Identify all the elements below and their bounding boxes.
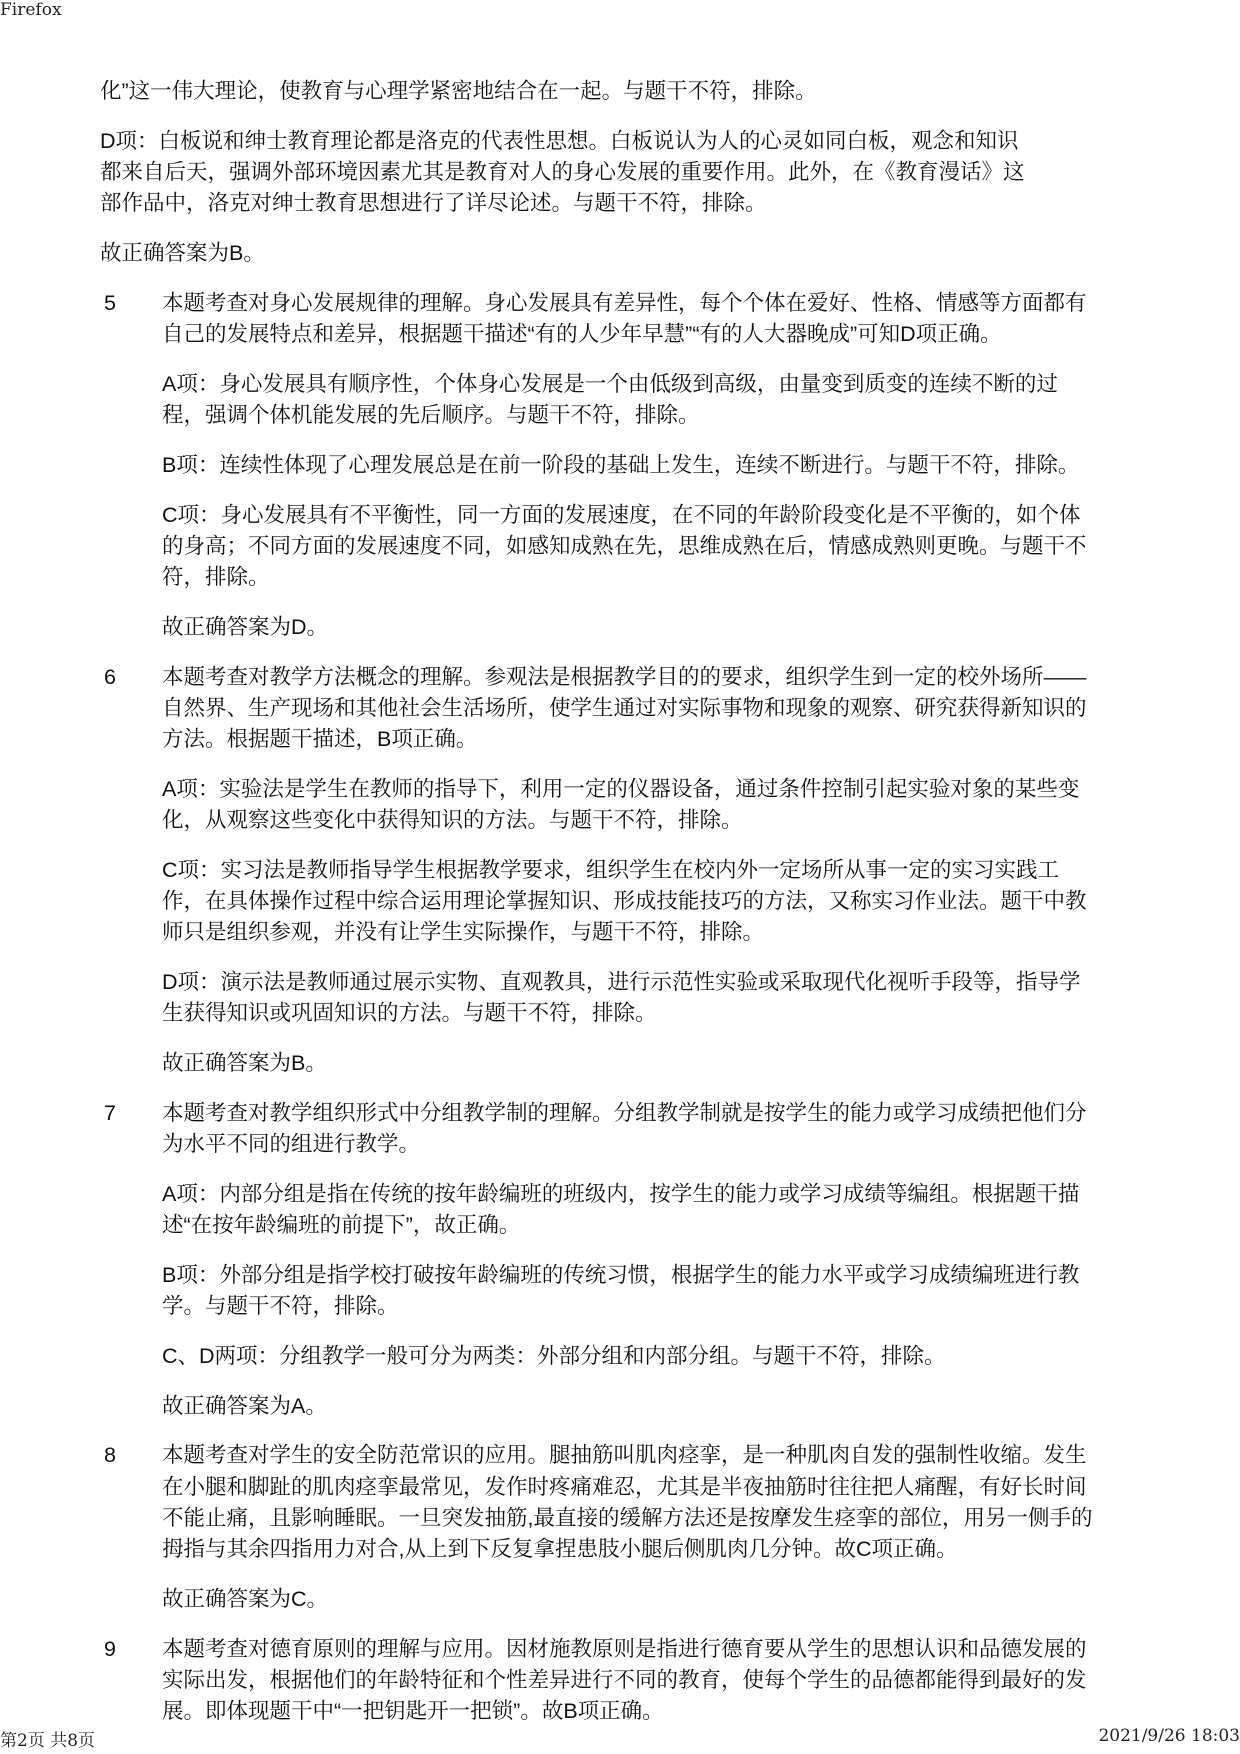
print-datetime: 2021/9/26 18:03 [1098, 1726, 1240, 1746]
explanation-paragraph: 本题考查对教学组织形式中分组教学制的理解。分组教学制就是按学生的能力或学习成绩把他们分 为水平不同的组进行教学。 [162, 1100, 1087, 1156]
browser-title: Firefox [0, 0, 62, 20]
question-explanation [100, 288, 1140, 643]
question-number: 8 [104, 1443, 116, 1468]
question-explanation [100, 662, 1140, 1080]
question-number: 5 [104, 290, 116, 315]
explanation-paragraph: B项：连续性体现了心理发展总是在前一阶段的基础上发生，连续不断进行。与题干不符，排除。 [162, 452, 1080, 477]
explanation-paragraph: 本题考查对教学方法概念的理解。参观法是根据教学目的的要求，组织学生到一定的校外场所—— 自然界、生产现场和其他社会生活场所，使学生通过对实际事物和现象的观察、研究获得新知识的 方法。根据题干描述，B项正确。 [162, 664, 1087, 751]
explanation-paragraph: A项：实验法是学生在教师的指导下，利用一定的仪器设备，通过条件控制引起实验对象的某些变 化，从观察这些变化中获得知识的方法。与题干不符，排除。 [162, 776, 1080, 832]
explanation-paragraph: C、D两项：分组教学一般可分为两类：外部分组和内部分组。与题干不符，排除。 [162, 1343, 946, 1368]
page-number: 第2页 共8页 [0, 1731, 96, 1751]
question-explanation [100, 1634, 1140, 1728]
answer-explanations [100, 76, 1140, 1746]
question-explanation [100, 1440, 1140, 1615]
intro-paragraph: D项：白板说和绅士教育理论都是洛克的代表性思想。白板说认为人的心灵如同白板，观念和知识 都来自后天，强调外部环境因素尤其是教育对人的身心发展的重要作用。此外，在《教育漫话》这 部作品中，洛克对绅士教育思想进行了详尽论述。与题干不符，排除。 [100, 128, 1025, 216]
question-number: 9 [104, 1636, 116, 1661]
explanation-paragraph: A项：身心发展具有顺序性，个体身心发展是一个由低级到高级，由量变到质变的连续不断的过 程，强调个体机能发展的先后顺序。与题干不符，排除。 [162, 371, 1058, 427]
question-number: 7 [104, 1100, 116, 1125]
explanation-paragraph: 故正确答案为B。 [162, 1051, 327, 1075]
explanation-paragraph: 本题考查对学生的安全防范常识的应用。腿抽筋叫肌肉痉挛，是一种肌肉自发的强制性收缩。发生 在小腿和脚趾的肌肉痉挛最常见，发作时疼痛难忍，尤其是半夜抽筋时往往把人痛醒，有好长时间 不能止痛，且影响睡眠。一旦突发抽筋,最直接的缓解方法还是按摩发生痉挛的部位，用另一侧手的 拇指与其余四指用力对合,从上到下反复拿捏患肢小腿后侧肌肉几分钟。故C项正确。 [162, 1443, 1093, 1561]
question-number: 6 [104, 664, 116, 689]
explanation-paragraph: 本题考查对身心发展规律的理解。身心发展具有差异性，每个个体在爱好、性格、情感等方面都有 自己的发展特点和差异，根据题干描述“有的人少年早慧”“有的人大器晚成”可知D项正确。 [162, 290, 1087, 346]
explanation-paragraph: 故正确答案为D。 [162, 614, 329, 639]
intro-paragraph: 化”这一伟大理论，使教育与心理学紧密地结合在一起。与题干不符，排除。 [100, 79, 817, 103]
explanation-paragraph: B项：外部分组是指学校打破按年龄编班的传统习惯，根据学生的能力水平或学习成绩编班进行教 学。与题干不符，排除。 [162, 1262, 1080, 1318]
explanation-paragraph: C项：身心发展具有不平衡性，同一方面的发展速度，在不同的年龄阶段变化是不平衡的，如个体 的身高；不同方面的发展速度不同，如感知成熟在先，思维成熟在后，情感成熟则更晚。与题干不 符，排除。 [162, 502, 1087, 589]
explanation-paragraph: 故正确答案为C。 [162, 1586, 329, 1611]
explanation-paragraph: A项：内部分组是指在传统的按年龄编班的班级内，按学生的能力或学习成绩等编组。根据题干描 述“在按年龄编班的前提下”，故正确。 [162, 1181, 1080, 1237]
question-explanation [100, 1098, 1140, 1422]
explanation-paragraph: C项：实习法是教师指导学生根据教学要求，组织学生在校内外一定场所从事一定的实习实践工 作，在具体操作过程中综合运用理论掌握知识、形成技能技巧的方法，又称实习作业法。题干中教 师只是组织参观，并没有让学生实际操作，与题干不符，排除。 [162, 857, 1087, 945]
explanation-paragraph: 本题考查对德育原则的理解与应用。因材施教原则是指进行德育要从学生的思想认识和品德发展的 实际出发，根据他们的年龄特征和个性差异进行不同的教育，使每个学生的品德都能得到最好的发 展。即体现题干中“一把钥匙开一把锁”。故B项正确。 [162, 1636, 1087, 1723]
intro-answer: 故正确答案为B。 [100, 241, 265, 265]
explanation-paragraph: 故正确答案为A。 [162, 1393, 327, 1418]
explanation-paragraph: D项：演示法是教师通过展示实物、直观教具，进行示范性实验或采取现代化视听手段等，指导学 生获得知识或巩固知识的方法。与题干不符，排除。 [162, 970, 1081, 1026]
